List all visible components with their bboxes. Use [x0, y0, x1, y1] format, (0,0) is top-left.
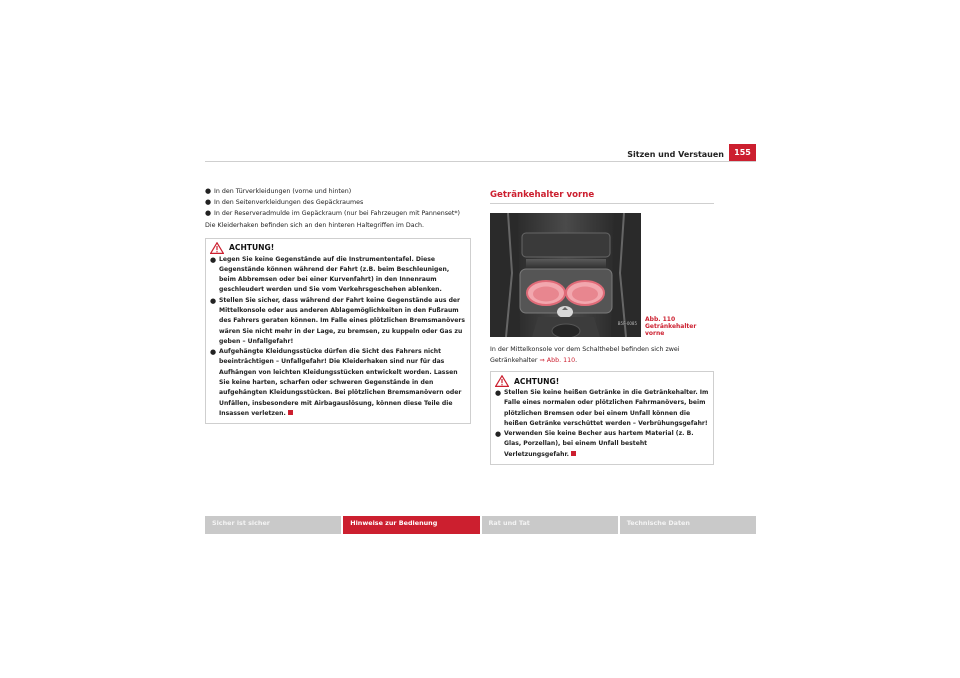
warning-title: ACHTUNG!: [514, 376, 560, 386]
figure-code: B5F-0085: [617, 321, 637, 326]
cupholder-illustration: [490, 213, 641, 337]
warning-item: ● Stellen Sie keine heißen Getränke in die Getränkehalter. Im Falle eines normalen oder plötzlichen Fahrmanövers, beim plötzlichen Bremsen oder bei einem Unfall können die heißen Getränke verschüttet werden – Verbrühungsgefahr!: [495, 388, 709, 429]
bullet-icon: ●: [210, 296, 217, 305]
end-mark-icon: [288, 410, 293, 415]
figure-caption: Abb. 110 Getränkehalter vorne: [645, 316, 697, 337]
page-number: 155: [729, 144, 756, 161]
bullet-icon: ●: [495, 389, 502, 397]
left-column: [205, 186, 471, 424]
warning-item: ● Aufgehängte Kleidungsstücke dürfen die Sicht des Fahrers nicht beeinträchtigen – Unfallgefahr! Die Kleiderhaken sind nur für das Aufhängen von leichten Kleidungsstücken entwickelt worden. Lassen Sie keine harten, scharfen oder schweren Gegenstände in den aufgehängten Kleidungsstücken. Bei plötzlichen Bremsmanövern oder Unfällen, insbesondere mit Airbagauslösung, können diese Teile die Insassen verletzen.: [210, 347, 466, 419]
footer-nav: [205, 516, 756, 534]
warning-item: ● Verwenden Sie keine Becher aus hartem Material (z. B. Glas, Porzellan), bei einem Unfall besteht Verletzungsgefahr.: [495, 429, 709, 460]
footer-tab-sicher[interactable]: Sicher ist sicher: [205, 516, 341, 534]
bullet-icon: ●: [205, 187, 212, 195]
warning-triangle-icon: [210, 242, 224, 254]
list-item: ● In der Reserveradmulde im Gepäckraum (nur bei Fahrzeugen mit Pannenset*): [205, 209, 460, 217]
bullet-icon: ●: [210, 255, 217, 264]
cupholder-paragraph: In der Mittelkonsole vor dem Schalthebel befinden sich zwei Getränkehalter ⇒ Abb. 110.: [490, 346, 680, 364]
warning-item: ● Legen Sie keine Gegenstände auf die Instrumententafel. Diese Gegenstände können während der Fahrt (z.B. beim Beschleunigen, beim Abbremsen oder bei einer Kurvenfahrt) in den Innenraum geschleudert werden und Sie vom Verkehrsgeschehen ablenken.: [210, 255, 466, 296]
section-title: Getränkehalter vorne: [490, 190, 714, 204]
list-item: ● In den Türverkleidungen (vorne und hinten): [205, 187, 352, 195]
bullet-icon: ●: [495, 430, 502, 439]
figure-cupholder: [490, 213, 641, 337]
warning-box: [205, 238, 471, 425]
header-title: Sitzen und Verstauen: [627, 150, 724, 159]
warning-box: [490, 371, 714, 465]
bullet-icon: ●: [205, 198, 212, 206]
footer-tab-bedienung[interactable]: Hinweise zur Bedienung: [343, 516, 479, 534]
warning-triangle-icon: [495, 375, 509, 387]
bullet-icon: ●: [210, 348, 217, 357]
figure-reference-link[interactable]: ⇒ Abb. 110: [539, 356, 576, 364]
footer-tab-rat[interactable]: Rat und Tat: [482, 516, 618, 534]
header-rule: [205, 161, 756, 162]
end-mark-icon: [571, 451, 576, 456]
footer-tab-technische[interactable]: Technische Daten: [620, 516, 756, 534]
list-item: ● In den Seitenverkleidungen des Gepäckraumes: [205, 198, 364, 206]
bullet-icon: ●: [205, 209, 212, 217]
hook-paragraph: Die Kleiderhaken befinden sich an den hinteren Haltegriffen im Dach.: [205, 222, 425, 229]
warning-item: ● Stellen Sie sicher, dass während der Fahrt keine Gegenstände aus der Mittelkonsole oder aus anderen Ablagemöglichkeiten in den Fußraum des Fahrers geraten können. Im Falle eines plötzlichen Bremsmanövers wären Sie nicht mehr in der Lage, zu bremsen, zu kuppeln oder Gas zu geben – Unfallgefahr!: [210, 296, 466, 347]
warning-title: ACHTUNG!: [229, 243, 275, 252]
